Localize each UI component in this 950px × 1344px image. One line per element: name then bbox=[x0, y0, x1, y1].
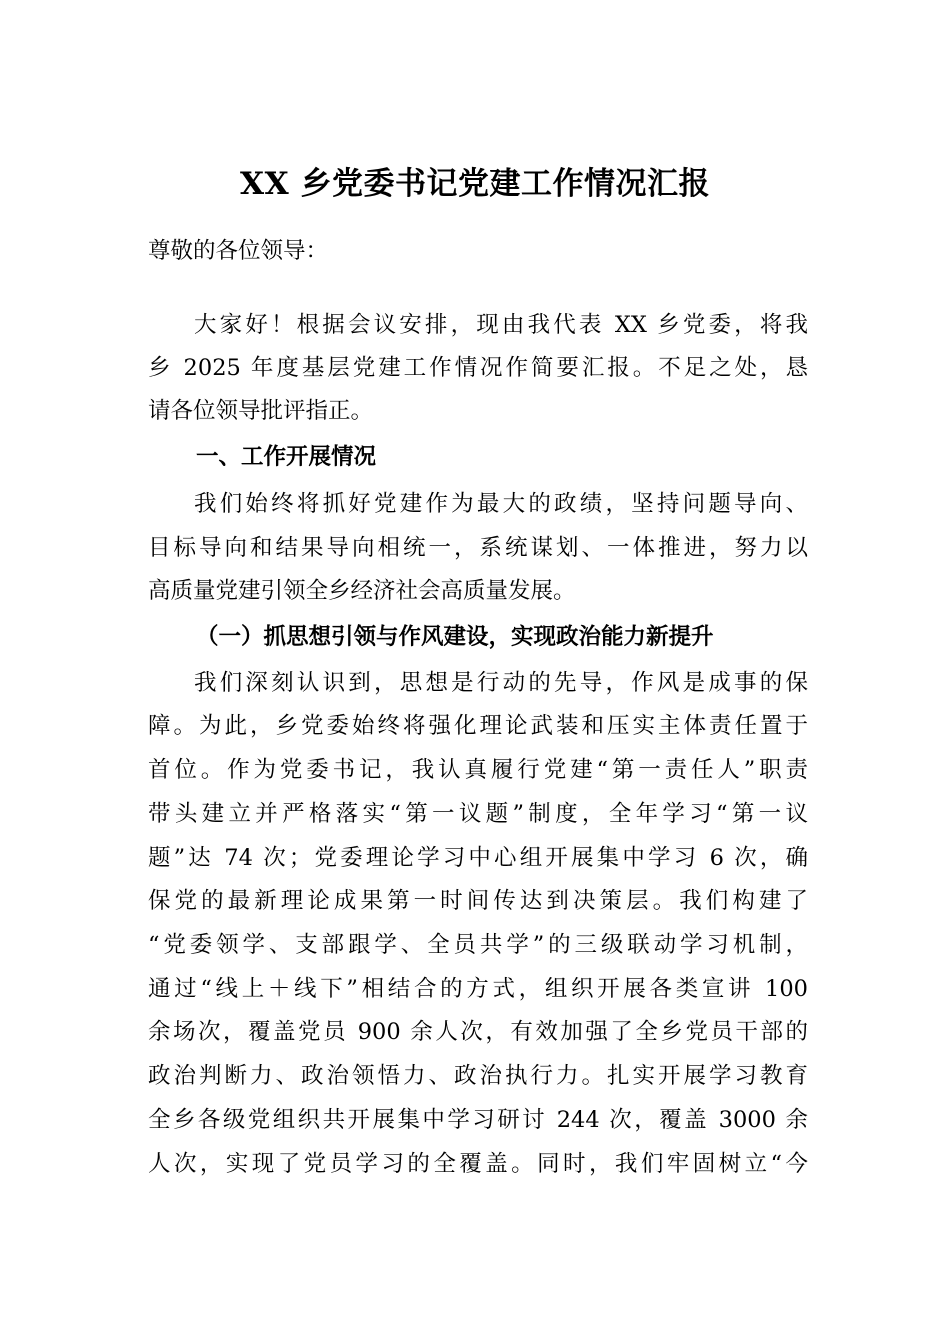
paragraph-line: 我们始终将抓好党建作为最大的政绩，坚持问题导向、 bbox=[194, 491, 808, 517]
paragraph-line: 大家好！根据会议安排，现由我代表 XX 乡党委，将我 bbox=[194, 312, 808, 338]
paragraph-line: 政治判断力、政治领悟力、政治执行力。扎实开展学习教育 bbox=[148, 1063, 808, 1089]
paragraph-line: 保党的最新理论成果第一时间传达到决策层。我们构建了 bbox=[148, 888, 808, 914]
paragraph-line: 人次，实现了党员学习的全覆盖。同时，我们牢固树立“今 bbox=[148, 1151, 808, 1177]
paragraph-line: 题”达 74 次；党委理论学习中心组开展集中学习 6 次，确 bbox=[148, 845, 808, 871]
paragraph-line: 乡 2025 年度基层党建工作情况作简要汇报。不足之处，恳 bbox=[148, 355, 808, 381]
paragraph-line: 目标导向和结果导向相统一，系统谋划、一体推进，努力以 bbox=[148, 535, 808, 561]
paragraph-line: 通过“线上＋线下”相结合的方式，组织开展各类宣讲 100 bbox=[148, 976, 808, 1002]
paragraph-line: 我们深刻认识到，思想是行动的先导，作风是成事的保 bbox=[194, 670, 808, 696]
paragraph-line: 高质量党建引领全乡经济社会高质量发展。 bbox=[148, 578, 576, 604]
paragraph-line: 余场次，覆盖党员 900 余人次，有效加强了全乡党员干部的 bbox=[148, 1019, 808, 1045]
document-title: XX 乡党委书记党建工作情况汇报 bbox=[240, 166, 710, 202]
paragraph-line: 首位。作为党委书记，我认真履行党建“第一责任人”职责 bbox=[148, 757, 808, 783]
subsection-heading: （一）抓思想引领与作风建设，实现政治能力新提升 bbox=[196, 624, 714, 650]
paragraph-line: 带头建立并严格落实“第一议题”制度，全年学习“第一议 bbox=[148, 801, 808, 827]
salutation: 尊敬的各位领导： bbox=[148, 238, 329, 264]
paragraph-line: 障。为此，乡党委始终将强化理论武装和压实主体责任置于 bbox=[148, 713, 808, 739]
paragraph-line: 请各位领导批评指正。 bbox=[148, 398, 374, 424]
paragraph-line: 全乡各级党组织共开展集中学习研讨 244 次，覆盖 3000 余 bbox=[148, 1107, 808, 1133]
paragraph-line: “党委领学、支部跟学、全员共学”的三级联动学习机制， bbox=[148, 932, 808, 958]
section-heading: 一、工作开展情况 bbox=[196, 444, 377, 470]
